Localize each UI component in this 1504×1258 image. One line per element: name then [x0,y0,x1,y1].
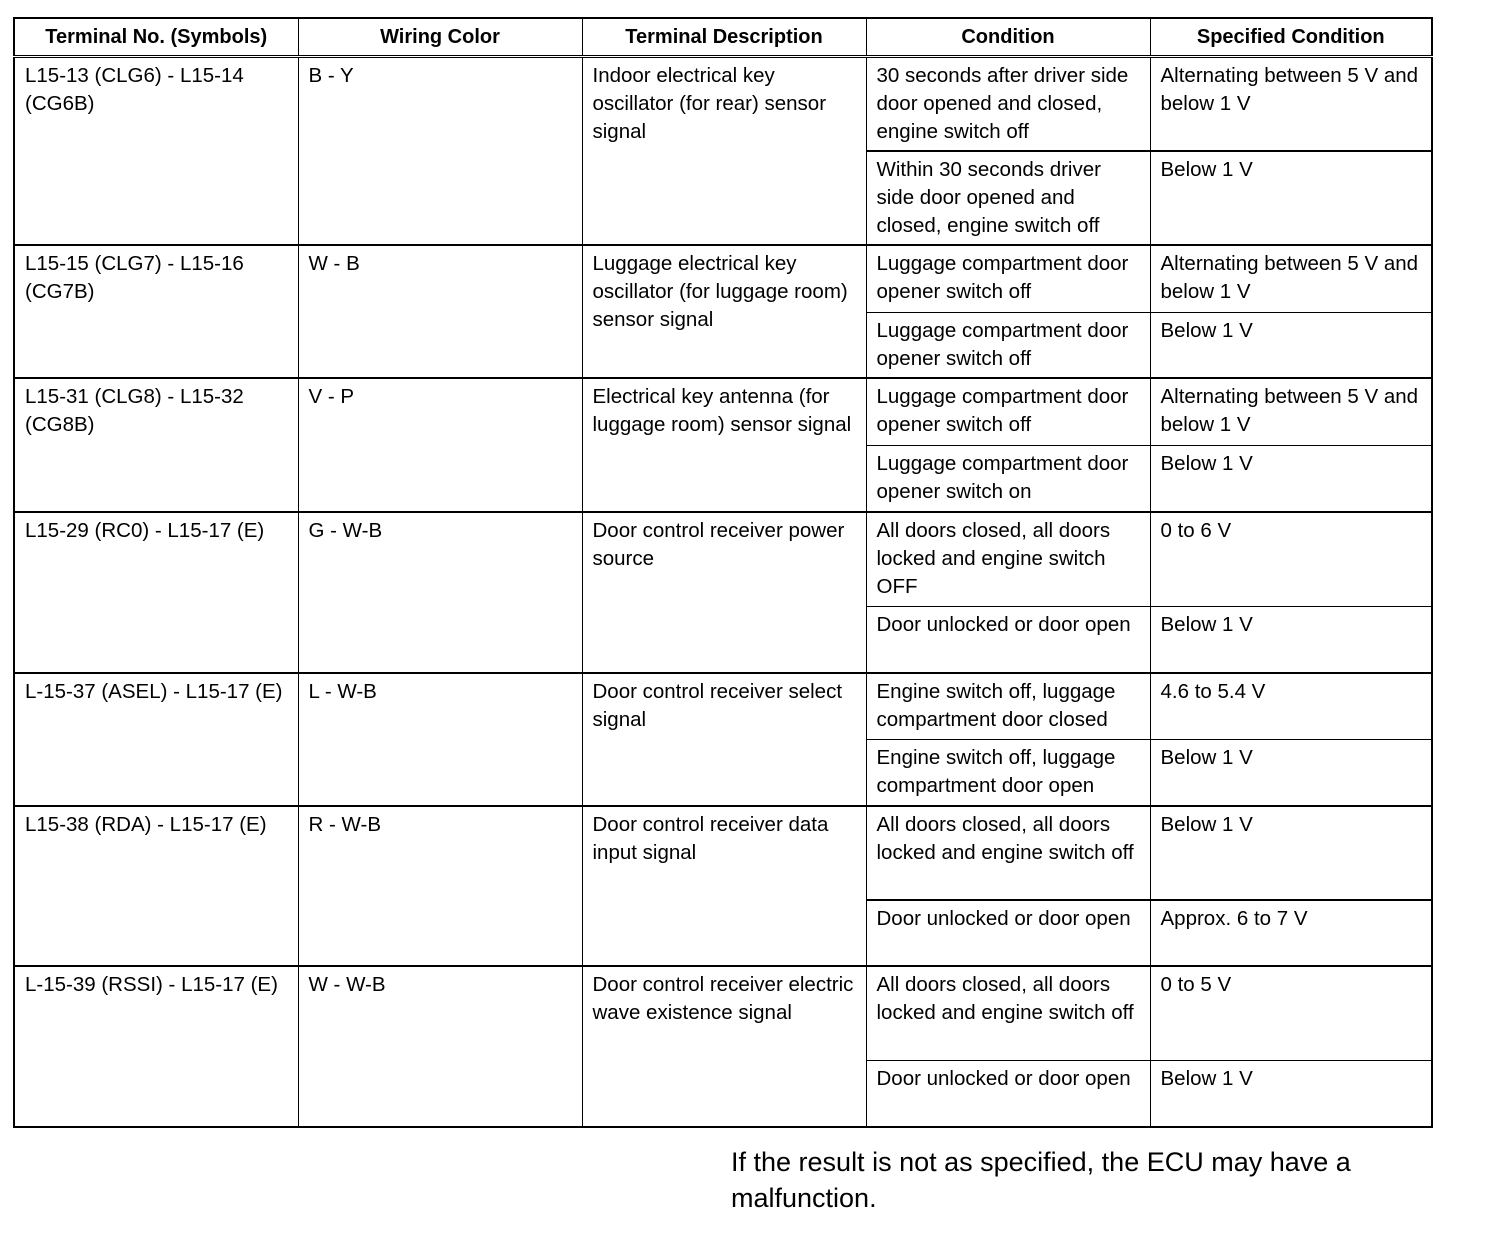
terminal-cell: L15-29 (RC0) - L15-17 (E) [14,512,298,673]
condition-cell: Within 30 seconds driver side door opened and closed, engine switch off [866,151,1150,245]
specified-cell: 4.6 to 5.4 V [1150,673,1432,739]
terminal-cell: L15-38 (RDA) - L15-17 (E) [14,806,298,966]
condition-cell: Door unlocked or door open [866,606,1150,673]
description-cell: Indoor electrical key oscillator (for rear) sensor signal [582,57,866,246]
header-row [14,18,1432,57]
specified-cell: 0 to 5 V [1150,966,1432,1060]
specified-cell: Alternating between 5 V and below 1 V [1150,378,1432,445]
specified-cell: Alternating between 5 V and below 1 V [1150,245,1432,312]
header-condition: Condition [866,18,1150,57]
condition-cell: Engine switch off, luggage compartment door closed [866,673,1150,739]
wiring-color-cell: R - W-B [298,806,582,966]
wiring-color-cell: V - P [298,378,582,512]
table-row [14,245,1432,312]
specified-cell: Below 1 V [1150,806,1432,900]
condition-cell: Engine switch off, luggage compartment door open [866,739,1150,806]
condition-cell: Luggage compartment door opener switch on [866,445,1150,512]
table-row [14,512,1432,606]
wiring-color-cell: W - B [298,245,582,378]
wiring-color-cell: G - W-B [298,512,582,673]
specified-cell: Alternating between 5 V and below 1 V [1150,57,1432,152]
specified-cell: Below 1 V [1150,445,1432,512]
description-cell: Door control receiver power source [582,512,866,673]
specified-cell: Below 1 V [1150,151,1432,245]
table-row [14,966,1432,1060]
table-row [14,673,1432,739]
specified-cell: Below 1 V [1150,1060,1432,1127]
specified-cell: Below 1 V [1150,739,1432,806]
description-cell: Electrical key antenna (for luggage room) sensor signal [582,378,866,512]
condition-cell: Luggage compartment door opener switch off [866,378,1150,445]
terminal-cell: L15-15 (CLG7) - L15-16 (CG7B) [14,245,298,378]
header-specified-condition: Specified Condition [1150,18,1432,57]
condition-cell: All doors closed, all doors locked and engine switch off [866,806,1150,900]
description-cell: Door control receiver electric wave existence signal [582,966,866,1127]
wiring-color-cell: W - W-B [298,966,582,1127]
specified-cell: Below 1 V [1150,312,1432,378]
malfunction-note: If the result is not as specified, the ECU may have a malfunction. [731,1147,1351,1213]
terminal-cell: L15-31 (CLG8) - L15-32 (CG8B) [14,378,298,512]
condition-cell: Luggage compartment door opener switch off [866,312,1150,378]
terminal-cell: L-15-37 (ASEL) - L15-17 (E) [14,673,298,806]
condition-cell: 30 seconds after driver side door opened and closed, engine switch off [866,57,1150,152]
wiring-color-cell: L - W-B [298,673,582,806]
terminal-spec-table [13,17,1433,1128]
condition-cell: Door unlocked or door open [866,900,1150,966]
description-cell: Door control receiver data input signal [582,806,866,966]
header-terminal-description: Terminal Description [582,18,866,57]
condition-cell: Door unlocked or door open [866,1060,1150,1127]
condition-cell: All doors closed, all doors locked and engine switch off [866,966,1150,1060]
terminal-cell: L15-13 (CLG6) - L15-14 (CG6B) [14,57,298,246]
specified-cell: Approx. 6 to 7 V [1150,900,1432,966]
header-terminal: Terminal No. (Symbols) [14,18,298,57]
header-wiring-color: Wiring Color [298,18,582,57]
condition-cell: All doors closed, all doors locked and engine switch OFF [866,512,1150,606]
condition-cell: Luggage compartment door opener switch off [866,245,1150,312]
specified-cell: 0 to 6 V [1150,512,1432,606]
wiring-color-cell: B - Y [298,57,582,246]
description-cell: Luggage electrical key oscillator (for luggage room) sensor signal [582,245,866,378]
table-row [14,806,1432,900]
terminal-cell: L-15-39 (RSSI) - L15-17 (E) [14,966,298,1127]
table-row [14,378,1432,445]
specified-cell: Below 1 V [1150,606,1432,673]
table-row [14,57,1432,152]
description-cell: Door control receiver select signal [582,673,866,806]
